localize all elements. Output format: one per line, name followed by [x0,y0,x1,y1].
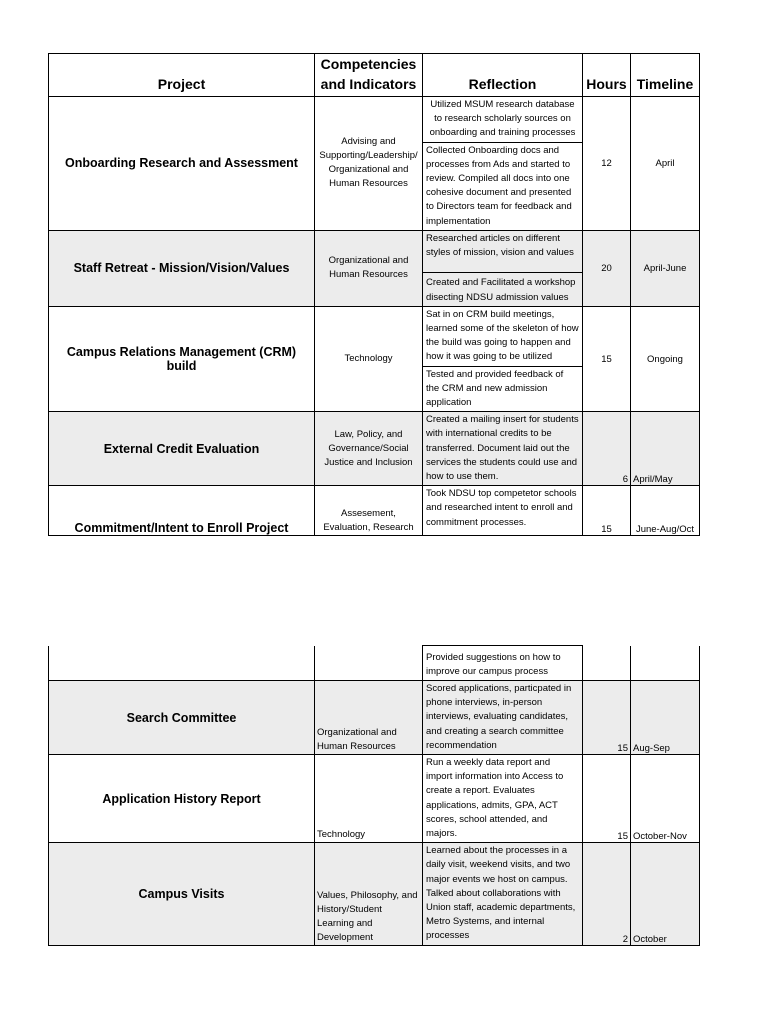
hours-cell: 6 [583,412,631,486]
project-cell: Commitment/Intent to Enroll Project [49,486,315,536]
competencies-cell: Law, Policy, and Governance/Social Justice and Inclusion [315,412,423,486]
competencies-cell: Organizational and Human Resources [315,230,423,306]
timeline-cell: October [631,843,700,945]
table-row [49,843,700,945]
reflection-cell: Collected Onboarding docs and processes from Ads and started to review. Compiled all docs into one cohesive document and presented to Directors team for feedback and implementation [423,142,583,230]
hours-cell: 20 [583,230,631,306]
project-cell-continued [49,646,315,681]
reflection-cell: Tested and provided feedback of the CRM and new admission application [423,366,583,412]
reflection-cell: Scored applications, particpated in phone interviews, in-person interviews, evaluating candidates, and creating a search committee recommendation [423,681,583,755]
timeline-cell-continued [631,646,700,681]
timeline-cell: June-Aug/Oct [631,486,700,536]
table-row [49,97,700,143]
table-page-2 [48,645,699,945]
project-cell: Search Committee [49,681,315,755]
projects-table [48,53,700,536]
hours-cell: 15 [583,681,631,755]
table-row [49,230,700,272]
reflection-cell: Created a mailing insert for students with international credits to be transferred. Document laid out the services the students could use and how to use them. [423,412,583,486]
reflection-cell: Utilized MSUM research database to research scholarly sources on onboarding and training processes [423,97,583,143]
projects-table-continued [48,645,700,946]
hours-cell: 12 [583,97,631,231]
competencies-cell: Assesement, Evaluation, Research [315,486,423,536]
header-timeline: Timeline [631,54,700,97]
project-cell: External Credit Evaluation [49,412,315,486]
competencies-cell: Advising and Supporting/Leadership/ Organizational and Human Resources [315,97,423,231]
reflection-cell: Took NDSU top competetor schools and researched intent to enroll and commitment processes. [423,486,583,536]
hours-cell: 15 [583,486,631,536]
reflection-cell: Run a weekly data report and import information into Access to create a report. Evaluates applications, admits, GPA, ACT scores, school attended, and majors. [423,755,583,843]
table-row [49,412,700,486]
timeline-cell: October-Nov [631,755,700,843]
table-row [49,486,700,536]
hours-cell: 2 [583,843,631,945]
hours-cell-continued [583,646,631,681]
reflection-cell: Provided suggestions on how to improve our campus process [423,646,583,681]
reflection-cell: Learned about the processes in a daily visit, weekend visits, and two major events we host on campus. Talked about collaborations with Union staff, academic departments, Metro Systems, and internal processes [423,843,583,945]
timeline-cell: April/May [631,412,700,486]
reflection-cell: Created and Facilitated a workshop disecting NDSU admission values [423,272,583,306]
table-row [49,646,700,681]
table-row [49,681,700,755]
reflection-cell: Sat in on CRM build meetings, learned some of the skeleton of how the build was going to happen and how it was going to be utilized [423,306,583,366]
project-cell: Onboarding Research and Assessment [49,97,315,231]
header-project: Project [49,54,315,97]
table-row [49,306,700,366]
header-competencies: Competencies and Indicators [315,54,423,97]
timeline-cell: April [631,97,700,231]
table-row [49,755,700,843]
competencies-cell: Organizational and Human Resources [315,681,423,755]
project-cell: Campus Visits [49,843,315,945]
timeline-cell: April-June [631,230,700,306]
hours-cell: 15 [583,755,631,843]
header-reflection: Reflection [423,54,583,97]
competencies-cell: Technology [315,755,423,843]
reflection-cell: Researched articles on different styles of mission, vision and values [423,230,583,272]
project-cell: Application History Report [49,755,315,843]
table-header-row [49,54,700,97]
project-cell: Campus Relations Management (CRM) build [49,306,315,411]
timeline-cell: Ongoing [631,306,700,411]
competencies-cell: Technology [315,306,423,411]
table-page-1 [48,53,699,536]
competencies-cell-continued [315,646,423,681]
hours-cell: 15 [583,306,631,411]
project-cell: Staff Retreat - Mission/Vision/Values [49,230,315,306]
header-hours: Hours [583,54,631,97]
timeline-cell: Aug-Sep [631,681,700,755]
competencies-cell: Values, Philosophy, and History/Student Learning and Development [315,843,423,945]
